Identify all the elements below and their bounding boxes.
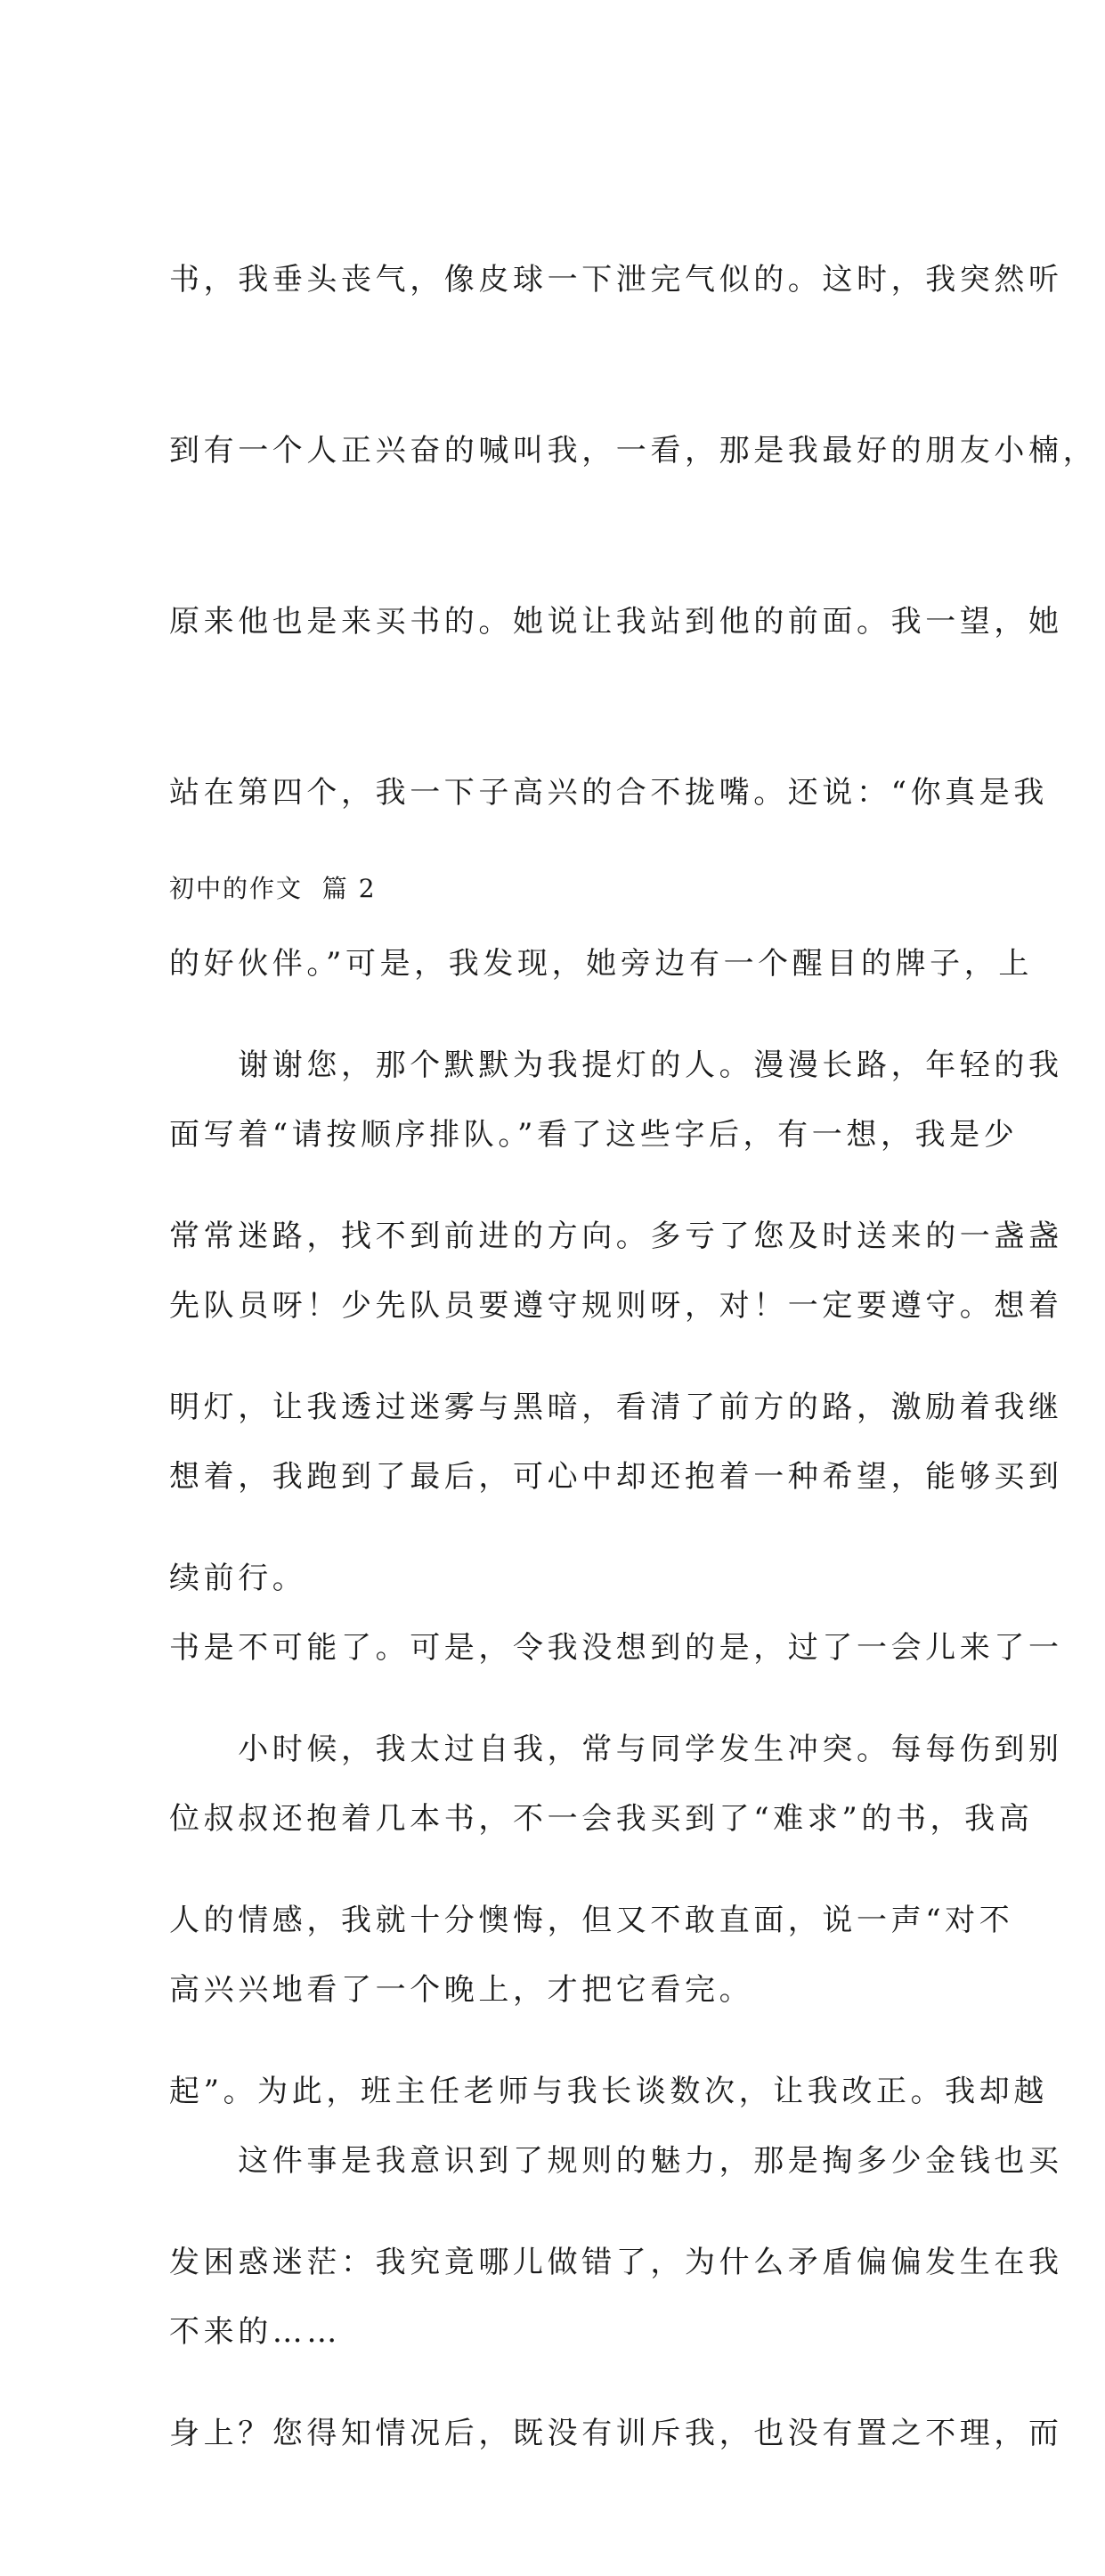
text-line: 书，我垂头丧气，像皮球一下泄完气似的。这时，我突然听 <box>169 262 1063 298</box>
text-line: 的好伙伴。”可是，我发现，她旁边有一个醒目的牌子，上 <box>169 946 1033 982</box>
essay-2-body <box>169 923 1063 2576</box>
text-line: 先队员呀！少先队员要遵守规则呀，对！一定要遵守。想着 <box>169 1288 1063 1324</box>
text-line: 位叔叔还抱着几本书，不一会我买到了“难求”的书，我高 <box>169 1801 1034 1837</box>
text-line: 到有一个人正兴奋的喊叫我，一看，那是我最好的朋友小楠， <box>169 433 1098 469</box>
text-line: 人的情感，我就十分懊悔，但又不敢直面，说一声“对不 <box>169 1903 1014 1938</box>
text-line: 身上？您得知情况后，既没有训斥我，也没有置之不理，而 <box>169 2416 1063 2451</box>
text-line: 明灯，让我透过迷雾与黑暗，看清了前方的路，激励着我继 <box>169 1390 1063 1425</box>
text-line: 常常迷路，找不到前进的方向。多亏了您及时送来的一盏盏 <box>169 1219 1063 1254</box>
text-line: 想着，我跑到了最后，可心中却还抱着一种希望，能够买到 <box>169 1459 1063 1495</box>
text-line: 续前行。 <box>169 1561 307 1596</box>
text-line: 站在第四个，我一下子高兴的合不拢嘴。还说：“你真是我 <box>169 775 1048 811</box>
text-line: 不来的…… <box>169 2314 341 2350</box>
text-line: 起”。为此，班主任老师与我长谈数次，让我改正。我却越 <box>169 2074 1048 2109</box>
text-line: 发困惑迷茫：我究竟哪儿做错了，为什么矛盾偏偏发生在我 <box>169 2245 1063 2280</box>
text-line: 高兴兴地看了一个晚上，才把它看完。 <box>169 1972 754 2008</box>
text-line: 原来他也是来买书的。她说让我站到他的前面。我一望，她 <box>169 604 1063 640</box>
text-line: 面写着“请按顺序排队。”看了这些字后，有一想，我是少 <box>169 1117 1019 1153</box>
text-line: 谢谢您，那个默默为我提灯的人。漫漫长路，年轻的我 <box>169 1048 1063 1083</box>
essay-2-heading: 初中的作文 篇 2 <box>169 874 377 903</box>
text-line: 书是不可能了。可是，令我没想到的是，过了一会儿来了一 <box>169 1630 1063 1666</box>
text-line: 这件事是我意识到了规则的魅力，那是掏多少金钱也买 <box>169 2143 1063 2179</box>
text-line: 小时候，我太过自我，常与同学发生冲突。每每伤到别 <box>169 1732 1063 1767</box>
